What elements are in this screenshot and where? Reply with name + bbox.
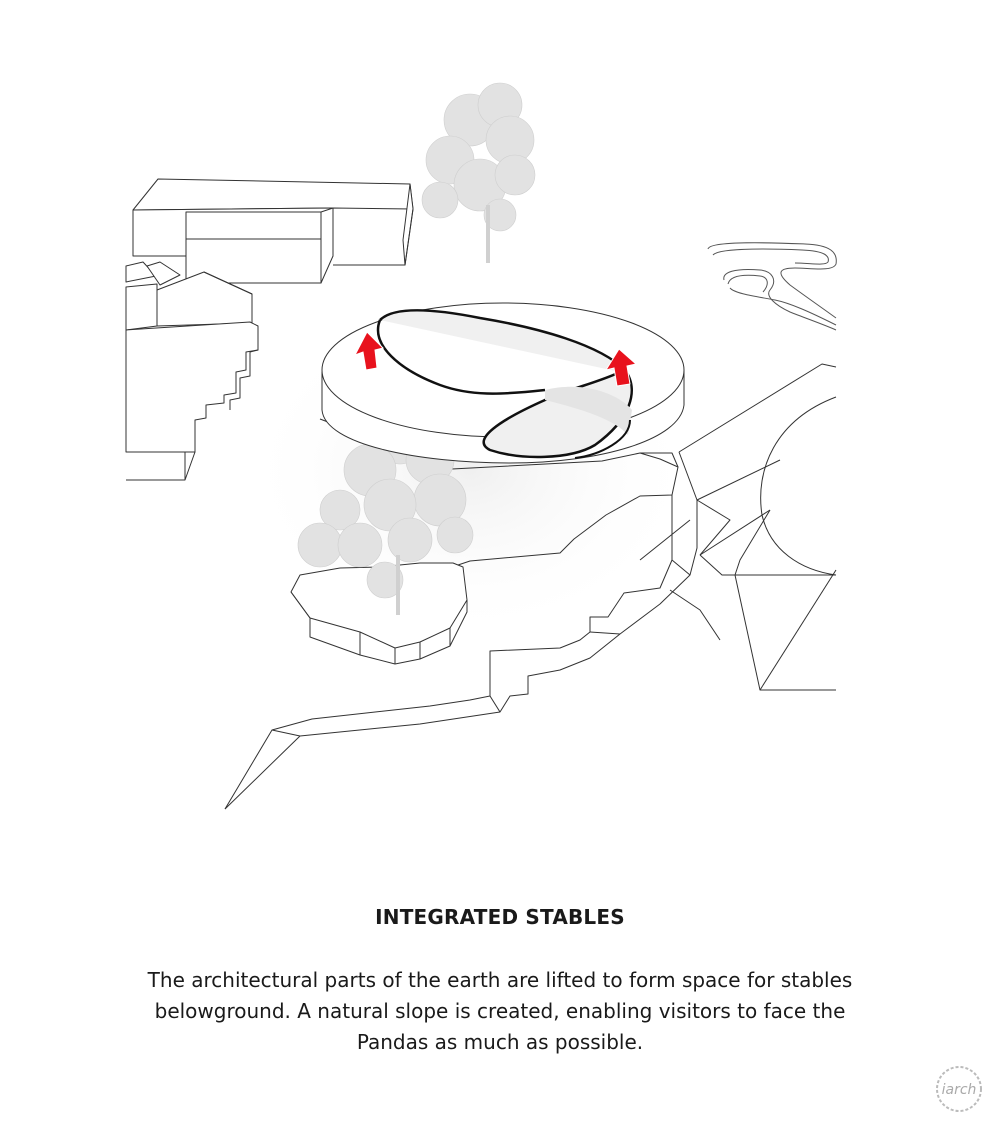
winding-path: [708, 243, 836, 330]
caption-line-2: belowground. A natural slope is created, enabling visitors to face the: [154, 999, 846, 1023]
watermark-brand: iarch: [941, 1082, 977, 1098]
caption-line-3: Pandas as much as possible.: [356, 1030, 644, 1054]
caption-body: [100, 965, 900, 1058]
tree-top: [422, 83, 535, 263]
watermark-logo: [925, 1060, 993, 1118]
caption-line-1: The architectural parts of the earth are lifted to form space for stables: [147, 968, 853, 992]
caption-title: INTEGRATED STABLES: [375, 905, 625, 929]
